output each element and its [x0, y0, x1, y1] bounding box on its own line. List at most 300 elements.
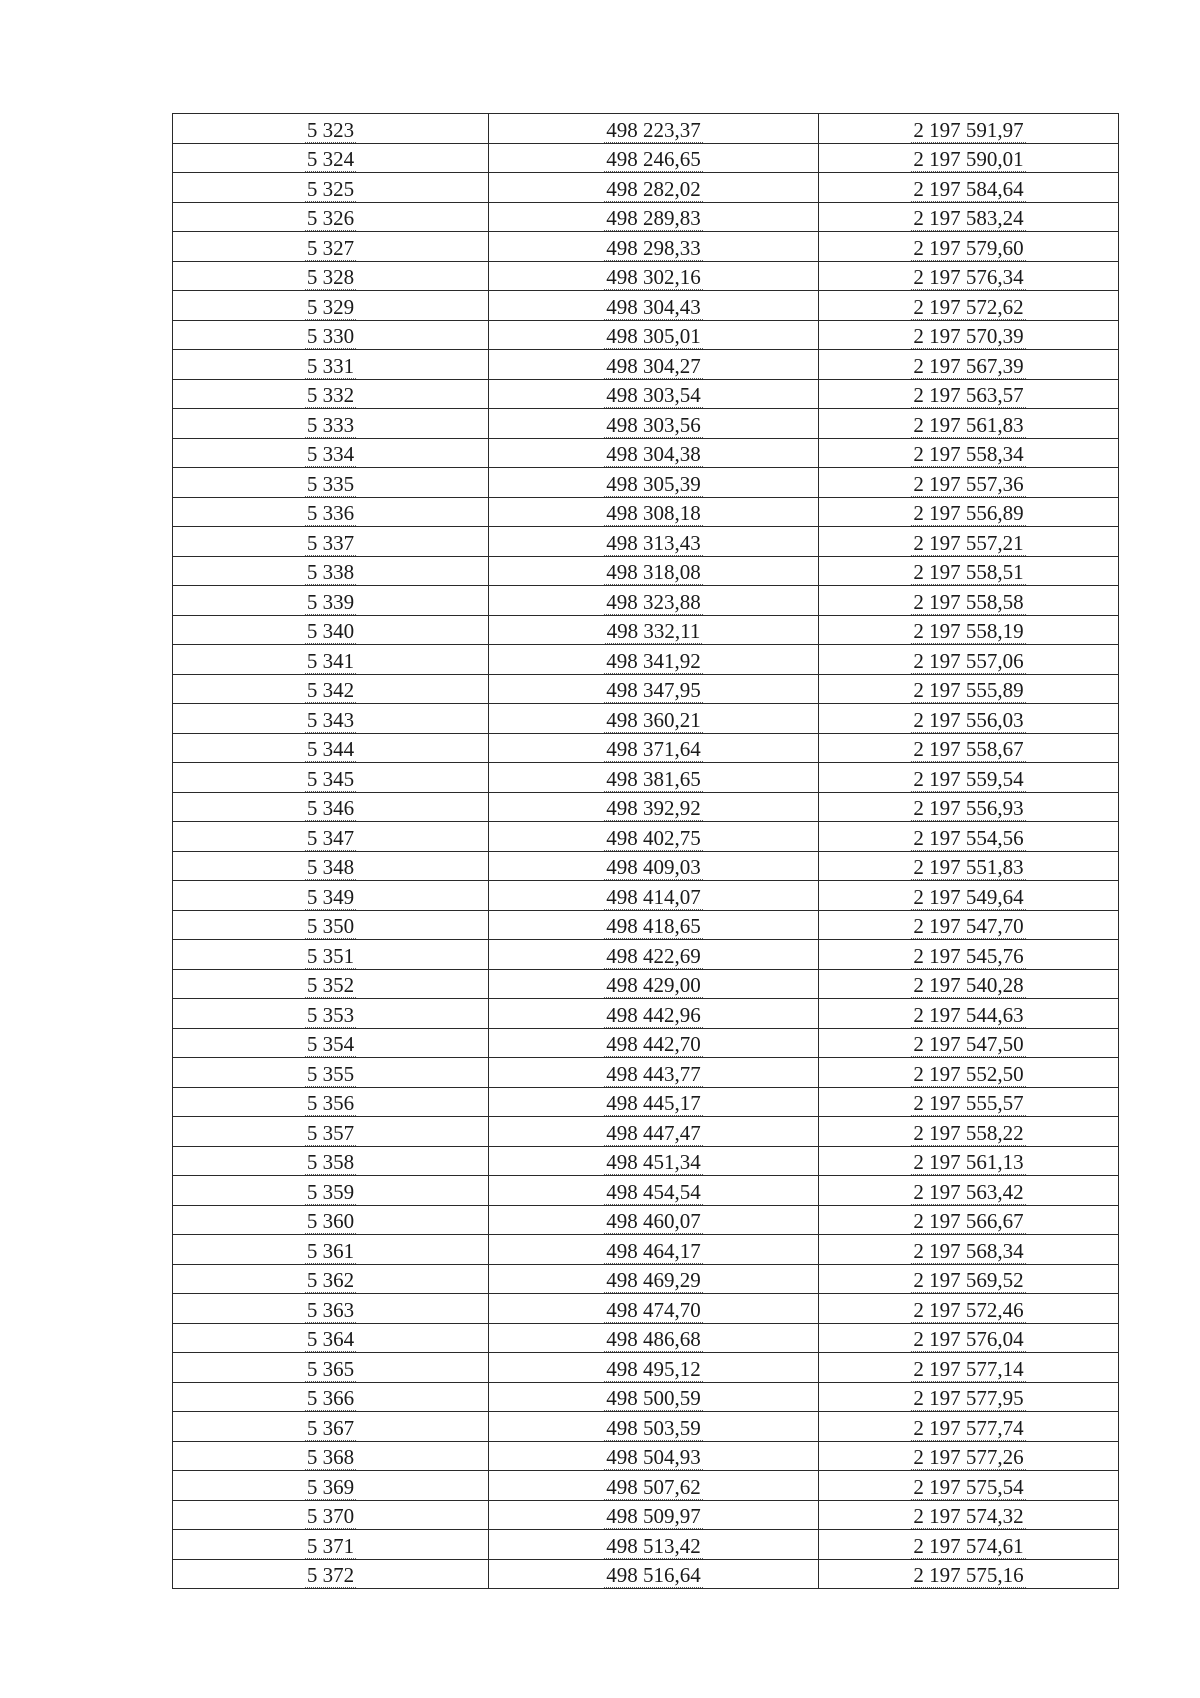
point-number-cell [173, 1028, 489, 1058]
cell-value: 5 353 [306, 1002, 355, 1027]
cell-value: 498 429,00 [606, 973, 701, 997]
y-coordinate-cell [819, 1382, 1119, 1412]
table-row [173, 999, 1119, 1029]
x-coordinate-cell [489, 1323, 819, 1353]
cell-value: 2 197 557,21 [913, 530, 1024, 555]
cell-value: 5 331 [306, 353, 355, 378]
table-row [173, 1235, 1119, 1265]
table-row [173, 1471, 1119, 1501]
cell-value: 5 369 [306, 1474, 355, 1499]
x-coordinate-cell [489, 1353, 819, 1383]
cell-value: 5 338 [306, 560, 355, 584]
cell-value: 5 337 [306, 530, 355, 555]
cell-value: 2 197 577,95 [913, 1386, 1024, 1410]
cell-value: 5 366 [306, 1386, 355, 1410]
y-coordinate-cell [819, 851, 1119, 881]
table-row [173, 674, 1119, 704]
point-number-cell [173, 468, 489, 498]
x-coordinate-cell [489, 940, 819, 970]
y-coordinate-cell [819, 881, 1119, 911]
point-number-cell [173, 350, 489, 380]
cell-value: 2 197 577,26 [913, 1445, 1024, 1469]
table-row [173, 969, 1119, 999]
table-row [173, 438, 1119, 468]
cell-value: 2 197 572,62 [913, 294, 1024, 319]
table-row [173, 1441, 1119, 1471]
cell-value: 2 197 544,63 [913, 1002, 1024, 1027]
cell-value: 2 197 591,97 [913, 117, 1024, 142]
x-coordinate-cell [489, 1176, 819, 1206]
point-number-cell [173, 114, 489, 144]
x-coordinate-cell [489, 261, 819, 291]
cell-value: 5 329 [306, 294, 355, 319]
x-coordinate-cell [489, 1264, 819, 1294]
cell-value: 5 336 [306, 501, 355, 525]
cell-value: 498 341,92 [606, 648, 701, 673]
x-coordinate-cell [489, 1146, 819, 1176]
table-row [173, 350, 1119, 380]
table-row [173, 114, 1119, 144]
point-number-cell [173, 527, 489, 557]
cell-value: 5 357 [306, 1120, 355, 1145]
table-row [173, 1087, 1119, 1117]
table-row [173, 1264, 1119, 1294]
point-number-cell [173, 674, 489, 704]
table-row [173, 881, 1119, 911]
cell-value: 5 372 [306, 1563, 355, 1587]
table-row [173, 1323, 1119, 1353]
cell-value: 5 328 [306, 265, 355, 289]
cell-value: 5 361 [306, 1238, 355, 1263]
y-coordinate-cell [819, 674, 1119, 704]
cell-value: 2 197 556,03 [913, 707, 1024, 732]
cell-value: 498 409,03 [606, 855, 701, 879]
cell-value: 498 360,21 [606, 707, 701, 732]
x-coordinate-cell [489, 1205, 819, 1235]
y-coordinate-cell [819, 1117, 1119, 1147]
cell-value: 2 197 552,50 [913, 1061, 1024, 1086]
x-coordinate-cell [489, 1441, 819, 1471]
cell-value: 498 422,69 [606, 943, 701, 968]
point-number-cell [173, 851, 489, 881]
y-coordinate-cell [819, 1500, 1119, 1530]
y-coordinate-cell [819, 1146, 1119, 1176]
cell-value: 5 330 [306, 324, 355, 348]
point-number-cell [173, 1087, 489, 1117]
x-coordinate-cell [489, 497, 819, 527]
x-coordinate-cell [489, 999, 819, 1029]
table-row [173, 527, 1119, 557]
table-row [173, 586, 1119, 616]
cell-value: 498 282,02 [606, 176, 701, 201]
cell-value: 2 197 577,74 [913, 1415, 1024, 1440]
cell-value: 5 355 [306, 1061, 355, 1086]
cell-value: 5 368 [306, 1445, 355, 1469]
x-coordinate-cell [489, 320, 819, 350]
x-coordinate-cell [489, 291, 819, 321]
cell-value: 498 507,62 [606, 1474, 701, 1499]
x-coordinate-cell [489, 615, 819, 645]
cell-value: 498 451,34 [606, 1150, 701, 1174]
cell-value: 5 360 [306, 1209, 355, 1233]
x-coordinate-cell [489, 792, 819, 822]
cell-value: 5 342 [306, 678, 355, 702]
cell-value: 2 197 555,89 [913, 678, 1024, 702]
point-number-cell [173, 497, 489, 527]
table-row [173, 704, 1119, 734]
cell-value: 5 345 [306, 766, 355, 791]
x-coordinate-cell [489, 1087, 819, 1117]
point-number-cell [173, 320, 489, 350]
cell-value: 498 500,59 [606, 1386, 701, 1410]
table-row [173, 556, 1119, 586]
cell-value: 2 197 576,04 [913, 1327, 1024, 1351]
cell-value: 5 354 [306, 1032, 355, 1056]
cell-value: 5 344 [306, 737, 355, 761]
coordinates-table-body [173, 114, 1119, 1589]
y-coordinate-cell [819, 615, 1119, 645]
y-coordinate-cell [819, 556, 1119, 586]
cell-value: 5 339 [306, 589, 355, 614]
table-row [173, 173, 1119, 203]
cell-value: 498 305,39 [606, 471, 701, 496]
cell-value: 5 358 [306, 1150, 355, 1174]
x-coordinate-cell [489, 1058, 819, 1088]
x-coordinate-cell [489, 910, 819, 940]
cell-value: 498 392,92 [606, 796, 701, 820]
cell-value: 498 402,75 [606, 825, 701, 850]
cell-value: 2 197 558,34 [913, 442, 1024, 466]
cell-value: 5 349 [306, 884, 355, 909]
cell-value: 2 197 558,67 [913, 737, 1024, 761]
cell-value: 498 495,12 [606, 1356, 701, 1381]
cell-value: 2 197 577,14 [913, 1356, 1024, 1381]
point-number-cell [173, 1412, 489, 1442]
x-coordinate-cell [489, 232, 819, 262]
y-coordinate-cell [819, 1559, 1119, 1589]
cell-value: 5 325 [306, 176, 355, 201]
point-number-cell [173, 586, 489, 616]
table-row [173, 1294, 1119, 1324]
cell-value: 5 359 [306, 1179, 355, 1204]
point-number-cell [173, 143, 489, 173]
cell-value: 2 197 558,58 [913, 589, 1024, 614]
table-row [173, 1205, 1119, 1235]
table-row [173, 1412, 1119, 1442]
y-coordinate-cell [819, 379, 1119, 409]
document-page [172, 113, 1118, 1589]
point-number-cell [173, 438, 489, 468]
cell-value: 498 223,37 [606, 117, 701, 142]
point-number-cell [173, 1264, 489, 1294]
cell-value: 498 304,27 [606, 353, 701, 378]
x-coordinate-cell [489, 1412, 819, 1442]
point-number-cell [173, 704, 489, 734]
point-number-cell [173, 202, 489, 232]
point-number-cell [173, 261, 489, 291]
y-coordinate-cell [819, 733, 1119, 763]
table-row [173, 409, 1119, 439]
table-row [173, 379, 1119, 409]
table-row [173, 1028, 1119, 1058]
cell-value: 2 197 545,76 [913, 943, 1024, 968]
table-row [173, 1117, 1119, 1147]
cell-value: 498 305,01 [606, 324, 701, 348]
cell-value: 5 363 [306, 1297, 355, 1322]
cell-value: 498 442,70 [606, 1032, 701, 1056]
x-coordinate-cell [489, 143, 819, 173]
cell-value: 2 197 574,61 [913, 1533, 1024, 1558]
table-row [173, 1058, 1119, 1088]
point-number-cell [173, 881, 489, 911]
x-coordinate-cell [489, 556, 819, 586]
x-coordinate-cell [489, 1500, 819, 1530]
y-coordinate-cell [819, 645, 1119, 675]
point-number-cell [173, 615, 489, 645]
x-coordinate-cell [489, 1294, 819, 1324]
x-coordinate-cell [489, 763, 819, 793]
y-coordinate-cell [819, 1412, 1119, 1442]
table-row [173, 940, 1119, 970]
x-coordinate-cell [489, 1235, 819, 1265]
y-coordinate-cell [819, 1028, 1119, 1058]
cell-value: 2 197 563,42 [913, 1179, 1024, 1204]
table-row [173, 822, 1119, 852]
table-row [173, 910, 1119, 940]
cell-value: 498 474,70 [606, 1297, 701, 1322]
point-number-cell [173, 1235, 489, 1265]
y-coordinate-cell [819, 438, 1119, 468]
cell-value: 5 327 [306, 235, 355, 260]
x-coordinate-cell [489, 468, 819, 498]
cell-value: 498 289,83 [606, 206, 701, 230]
y-coordinate-cell [819, 468, 1119, 498]
point-number-cell [173, 1471, 489, 1501]
table-row [173, 1559, 1119, 1589]
table-row [173, 645, 1119, 675]
point-number-cell [173, 409, 489, 439]
cell-value: 498 460,07 [606, 1209, 701, 1233]
cell-value: 498 246,65 [606, 147, 701, 171]
y-coordinate-cell [819, 1294, 1119, 1324]
cell-value: 2 197 556,89 [913, 501, 1024, 525]
cell-value: 498 447,47 [606, 1120, 701, 1145]
table-row [173, 792, 1119, 822]
cell-value: 2 197 540,28 [913, 973, 1024, 997]
cell-value: 498 318,08 [606, 560, 701, 584]
table-row [173, 1146, 1119, 1176]
y-coordinate-cell [819, 1205, 1119, 1235]
cell-value: 2 197 558,22 [913, 1120, 1024, 1145]
cell-value: 498 454,54 [606, 1179, 701, 1204]
x-coordinate-cell [489, 350, 819, 380]
y-coordinate-cell [819, 1176, 1119, 1206]
cell-value: 5 362 [306, 1268, 355, 1292]
cell-value: 498 303,54 [606, 383, 701, 407]
cell-value: 2 197 558,19 [913, 619, 1024, 643]
point-number-cell [173, 645, 489, 675]
cell-value: 5 364 [306, 1327, 355, 1351]
cell-value: 2 197 551,83 [913, 855, 1024, 879]
cell-value: 5 356 [306, 1091, 355, 1115]
cell-value: 5 341 [306, 648, 355, 673]
y-coordinate-cell [819, 1235, 1119, 1265]
x-coordinate-cell [489, 969, 819, 999]
cell-value: 498 371,64 [606, 737, 701, 761]
y-coordinate-cell [819, 792, 1119, 822]
point-number-cell [173, 999, 489, 1029]
table-row [173, 763, 1119, 793]
cell-value: 2 197 572,46 [913, 1297, 1024, 1322]
table-row [173, 320, 1119, 350]
point-number-cell [173, 1559, 489, 1589]
point-number-cell [173, 379, 489, 409]
point-number-cell [173, 291, 489, 321]
y-coordinate-cell [819, 999, 1119, 1029]
cell-value: 498 445,17 [606, 1091, 701, 1115]
y-coordinate-cell [819, 763, 1119, 793]
cell-value: 5 348 [306, 855, 355, 879]
y-coordinate-cell [819, 232, 1119, 262]
cell-value: 2 197 567,39 [913, 353, 1024, 378]
cell-value: 2 197 583,24 [913, 206, 1024, 230]
point-number-cell [173, 1058, 489, 1088]
y-coordinate-cell [819, 969, 1119, 999]
cell-value: 498 503,59 [606, 1415, 701, 1440]
cell-value: 2 197 557,06 [913, 648, 1024, 673]
table-row [173, 202, 1119, 232]
x-coordinate-cell [489, 1530, 819, 1560]
cell-value: 2 197 584,64 [913, 176, 1024, 201]
point-number-cell [173, 1294, 489, 1324]
y-coordinate-cell [819, 409, 1119, 439]
table-row [173, 497, 1119, 527]
cell-value: 2 197 579,60 [913, 235, 1024, 260]
cell-value: 5 347 [306, 825, 355, 850]
point-number-cell [173, 1205, 489, 1235]
y-coordinate-cell [819, 704, 1119, 734]
cell-value: 498 504,93 [606, 1445, 701, 1469]
cell-value: 498 443,77 [606, 1061, 701, 1086]
x-coordinate-cell [489, 1559, 819, 1589]
cell-value: 5 346 [306, 796, 355, 820]
y-coordinate-cell [819, 586, 1119, 616]
cell-value: 498 302,16 [606, 265, 701, 289]
cell-value: 5 326 [306, 206, 355, 230]
cell-value: 2 197 556,93 [913, 796, 1024, 820]
cell-value: 498 347,95 [606, 678, 701, 702]
point-number-cell [173, 763, 489, 793]
cell-value: 5 371 [306, 1533, 355, 1558]
x-coordinate-cell [489, 173, 819, 203]
y-coordinate-cell [819, 822, 1119, 852]
y-coordinate-cell [819, 202, 1119, 232]
x-coordinate-cell [489, 114, 819, 144]
x-coordinate-cell [489, 1471, 819, 1501]
cell-value: 498 332,11 [606, 619, 701, 643]
cell-value: 498 442,96 [606, 1002, 701, 1027]
cell-value: 5 352 [306, 973, 355, 997]
cell-value: 2 197 574,32 [913, 1504, 1024, 1528]
y-coordinate-cell [819, 1264, 1119, 1294]
x-coordinate-cell [489, 1382, 819, 1412]
cell-value: 2 197 568,34 [913, 1238, 1024, 1263]
table-row [173, 291, 1119, 321]
point-number-cell [173, 1323, 489, 1353]
cell-value: 498 418,65 [606, 914, 701, 938]
table-row [173, 733, 1119, 763]
cell-value: 2 197 547,50 [913, 1032, 1024, 1056]
cell-value: 2 197 575,16 [913, 1563, 1024, 1587]
cell-value: 498 298,33 [606, 235, 701, 260]
x-coordinate-cell [489, 645, 819, 675]
cell-value: 2 197 590,01 [913, 147, 1024, 171]
point-number-cell [173, 173, 489, 203]
cell-value: 498 308,18 [606, 501, 701, 525]
cell-value: 498 303,56 [606, 412, 701, 437]
cell-value: 2 197 561,13 [913, 1150, 1024, 1174]
cell-value: 5 370 [306, 1504, 355, 1528]
y-coordinate-cell [819, 1087, 1119, 1117]
cell-value: 498 313,43 [606, 530, 701, 555]
cell-value: 498 323,88 [606, 589, 701, 614]
y-coordinate-cell [819, 1530, 1119, 1560]
point-number-cell [173, 969, 489, 999]
y-coordinate-cell [819, 350, 1119, 380]
y-coordinate-cell [819, 1323, 1119, 1353]
point-number-cell [173, 1530, 489, 1560]
cell-value: 2 197 563,57 [913, 383, 1024, 407]
y-coordinate-cell [819, 527, 1119, 557]
cell-value: 2 197 554,56 [913, 825, 1024, 850]
y-coordinate-cell [819, 143, 1119, 173]
cell-value: 2 197 549,64 [913, 884, 1024, 909]
cell-value: 2 197 557,36 [913, 471, 1024, 496]
cell-value: 2 197 570,39 [913, 324, 1024, 348]
table-row [173, 1500, 1119, 1530]
table-row [173, 261, 1119, 291]
cell-value: 498 509,97 [606, 1504, 701, 1528]
point-number-cell [173, 556, 489, 586]
x-coordinate-cell [489, 704, 819, 734]
point-number-cell [173, 1441, 489, 1471]
y-coordinate-cell [819, 940, 1119, 970]
table-row [173, 468, 1119, 498]
x-coordinate-cell [489, 438, 819, 468]
cell-value: 498 304,43 [606, 294, 701, 319]
table-row [173, 1530, 1119, 1560]
cell-value: 5 323 [306, 117, 355, 142]
y-coordinate-cell [819, 173, 1119, 203]
x-coordinate-cell [489, 379, 819, 409]
cell-value: 5 365 [306, 1356, 355, 1381]
cell-value: 5 351 [306, 943, 355, 968]
y-coordinate-cell [819, 320, 1119, 350]
y-coordinate-cell [819, 1058, 1119, 1088]
point-number-cell [173, 1382, 489, 1412]
y-coordinate-cell [819, 497, 1119, 527]
x-coordinate-cell [489, 1028, 819, 1058]
x-coordinate-cell [489, 586, 819, 616]
cell-value: 2 197 576,34 [913, 265, 1024, 289]
table-row [173, 1382, 1119, 1412]
x-coordinate-cell [489, 851, 819, 881]
table-row [173, 232, 1119, 262]
x-coordinate-cell [489, 527, 819, 557]
x-coordinate-cell [489, 202, 819, 232]
cell-value: 5 335 [306, 471, 355, 496]
x-coordinate-cell [489, 822, 819, 852]
